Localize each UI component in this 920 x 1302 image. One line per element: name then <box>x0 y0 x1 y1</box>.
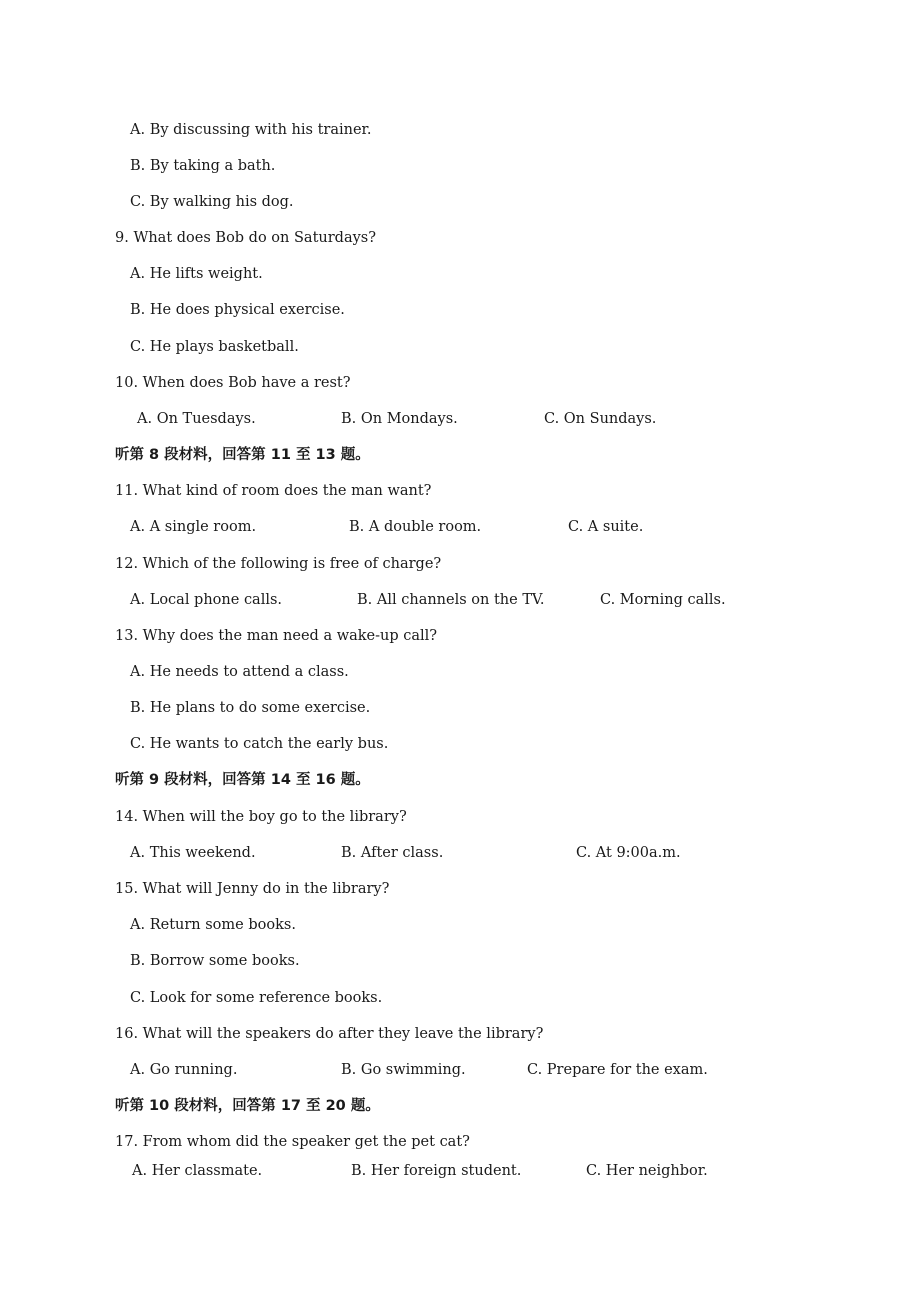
q11-option-a: A. A single room. <box>130 519 257 535</box>
q11-option-c: C. A suite. <box>568 519 644 535</box>
q15-option-a: A. Return some books. <box>130 917 296 933</box>
q16-option-b: B. Go swimming. <box>341 1062 466 1078</box>
q17-question: 17. From whom did the speaker get the pet cat? <box>115 1134 470 1150</box>
q17-option-c: C. Her neighbor. <box>586 1163 708 1179</box>
q13-option-c: C. He wants to catch the early bus. <box>130 736 389 752</box>
q16-option-c: C. Prepare for the exam. <box>527 1062 708 1078</box>
q10-question: 10. When does Bob have a rest? <box>115 375 351 391</box>
q16-question: 16. What will the speakers do after they leave the library? <box>115 1026 544 1042</box>
section-heading-10: 听第 10 段材料，回答第 17 至 20 题。 <box>115 1098 380 1114</box>
q10-option-a: A. On Tuesdays. <box>137 411 256 427</box>
q14-option-b: B. After class. <box>341 845 444 861</box>
q8-option-c: C. By walking his dog. <box>130 194 294 210</box>
q13-question: 13. Why does the man need a wake-up call? <box>115 628 438 644</box>
section-heading-9: 听第 9 段材料，回答第 14 至 16 题。 <box>115 772 370 788</box>
q13-option-b: B. He plans to do some exercise. <box>130 700 371 716</box>
q17-option-a: A. Her classmate. <box>132 1163 263 1179</box>
q14-option-c: C. At 9:00a.m. <box>576 845 681 861</box>
q12-option-a: A. Local phone calls. <box>130 592 283 608</box>
q12-option-b: B. All channels on the TV. <box>357 592 545 608</box>
q8-option-a: A. By discussing with his trainer. <box>130 122 372 138</box>
q15-question: 15. What will Jenny do in the library? <box>115 881 390 897</box>
q12-question: 12. Which of the following is free of charge? <box>115 556 442 572</box>
q12-option-c: C. Morning calls. <box>600 592 726 608</box>
q8-option-b: B. By taking a bath. <box>130 158 276 174</box>
q10-option-b: B. On Mondays. <box>341 411 458 427</box>
q17-option-b: B. Her foreign student. <box>351 1163 522 1179</box>
q9-option-a: A. He lifts weight. <box>130 266 263 282</box>
q11-question: 11. What kind of room does the man want? <box>115 483 432 499</box>
q13-option-a: A. He needs to attend a class. <box>130 664 349 680</box>
q15-option-c: C. Look for some reference books. <box>130 990 383 1006</box>
q9-option-b: B. He does physical exercise. <box>130 302 345 318</box>
section-heading-8: 听第 8 段材料，回答第 11 至 13 题。 <box>115 447 370 463</box>
q11-option-b: B. A double room. <box>349 519 482 535</box>
q15-option-b: B. Borrow some books. <box>130 953 300 969</box>
q10-option-c: C. On Sundays. <box>544 411 657 427</box>
q14-option-a: A. This weekend. <box>130 845 256 861</box>
q9-option-c: C. He plays basketball. <box>130 339 299 355</box>
q16-option-a: A. Go running. <box>130 1062 238 1078</box>
q14-question: 14. When will the boy go to the library? <box>115 809 407 825</box>
q9-question: 9. What does Bob do on Saturdays? <box>115 230 376 246</box>
